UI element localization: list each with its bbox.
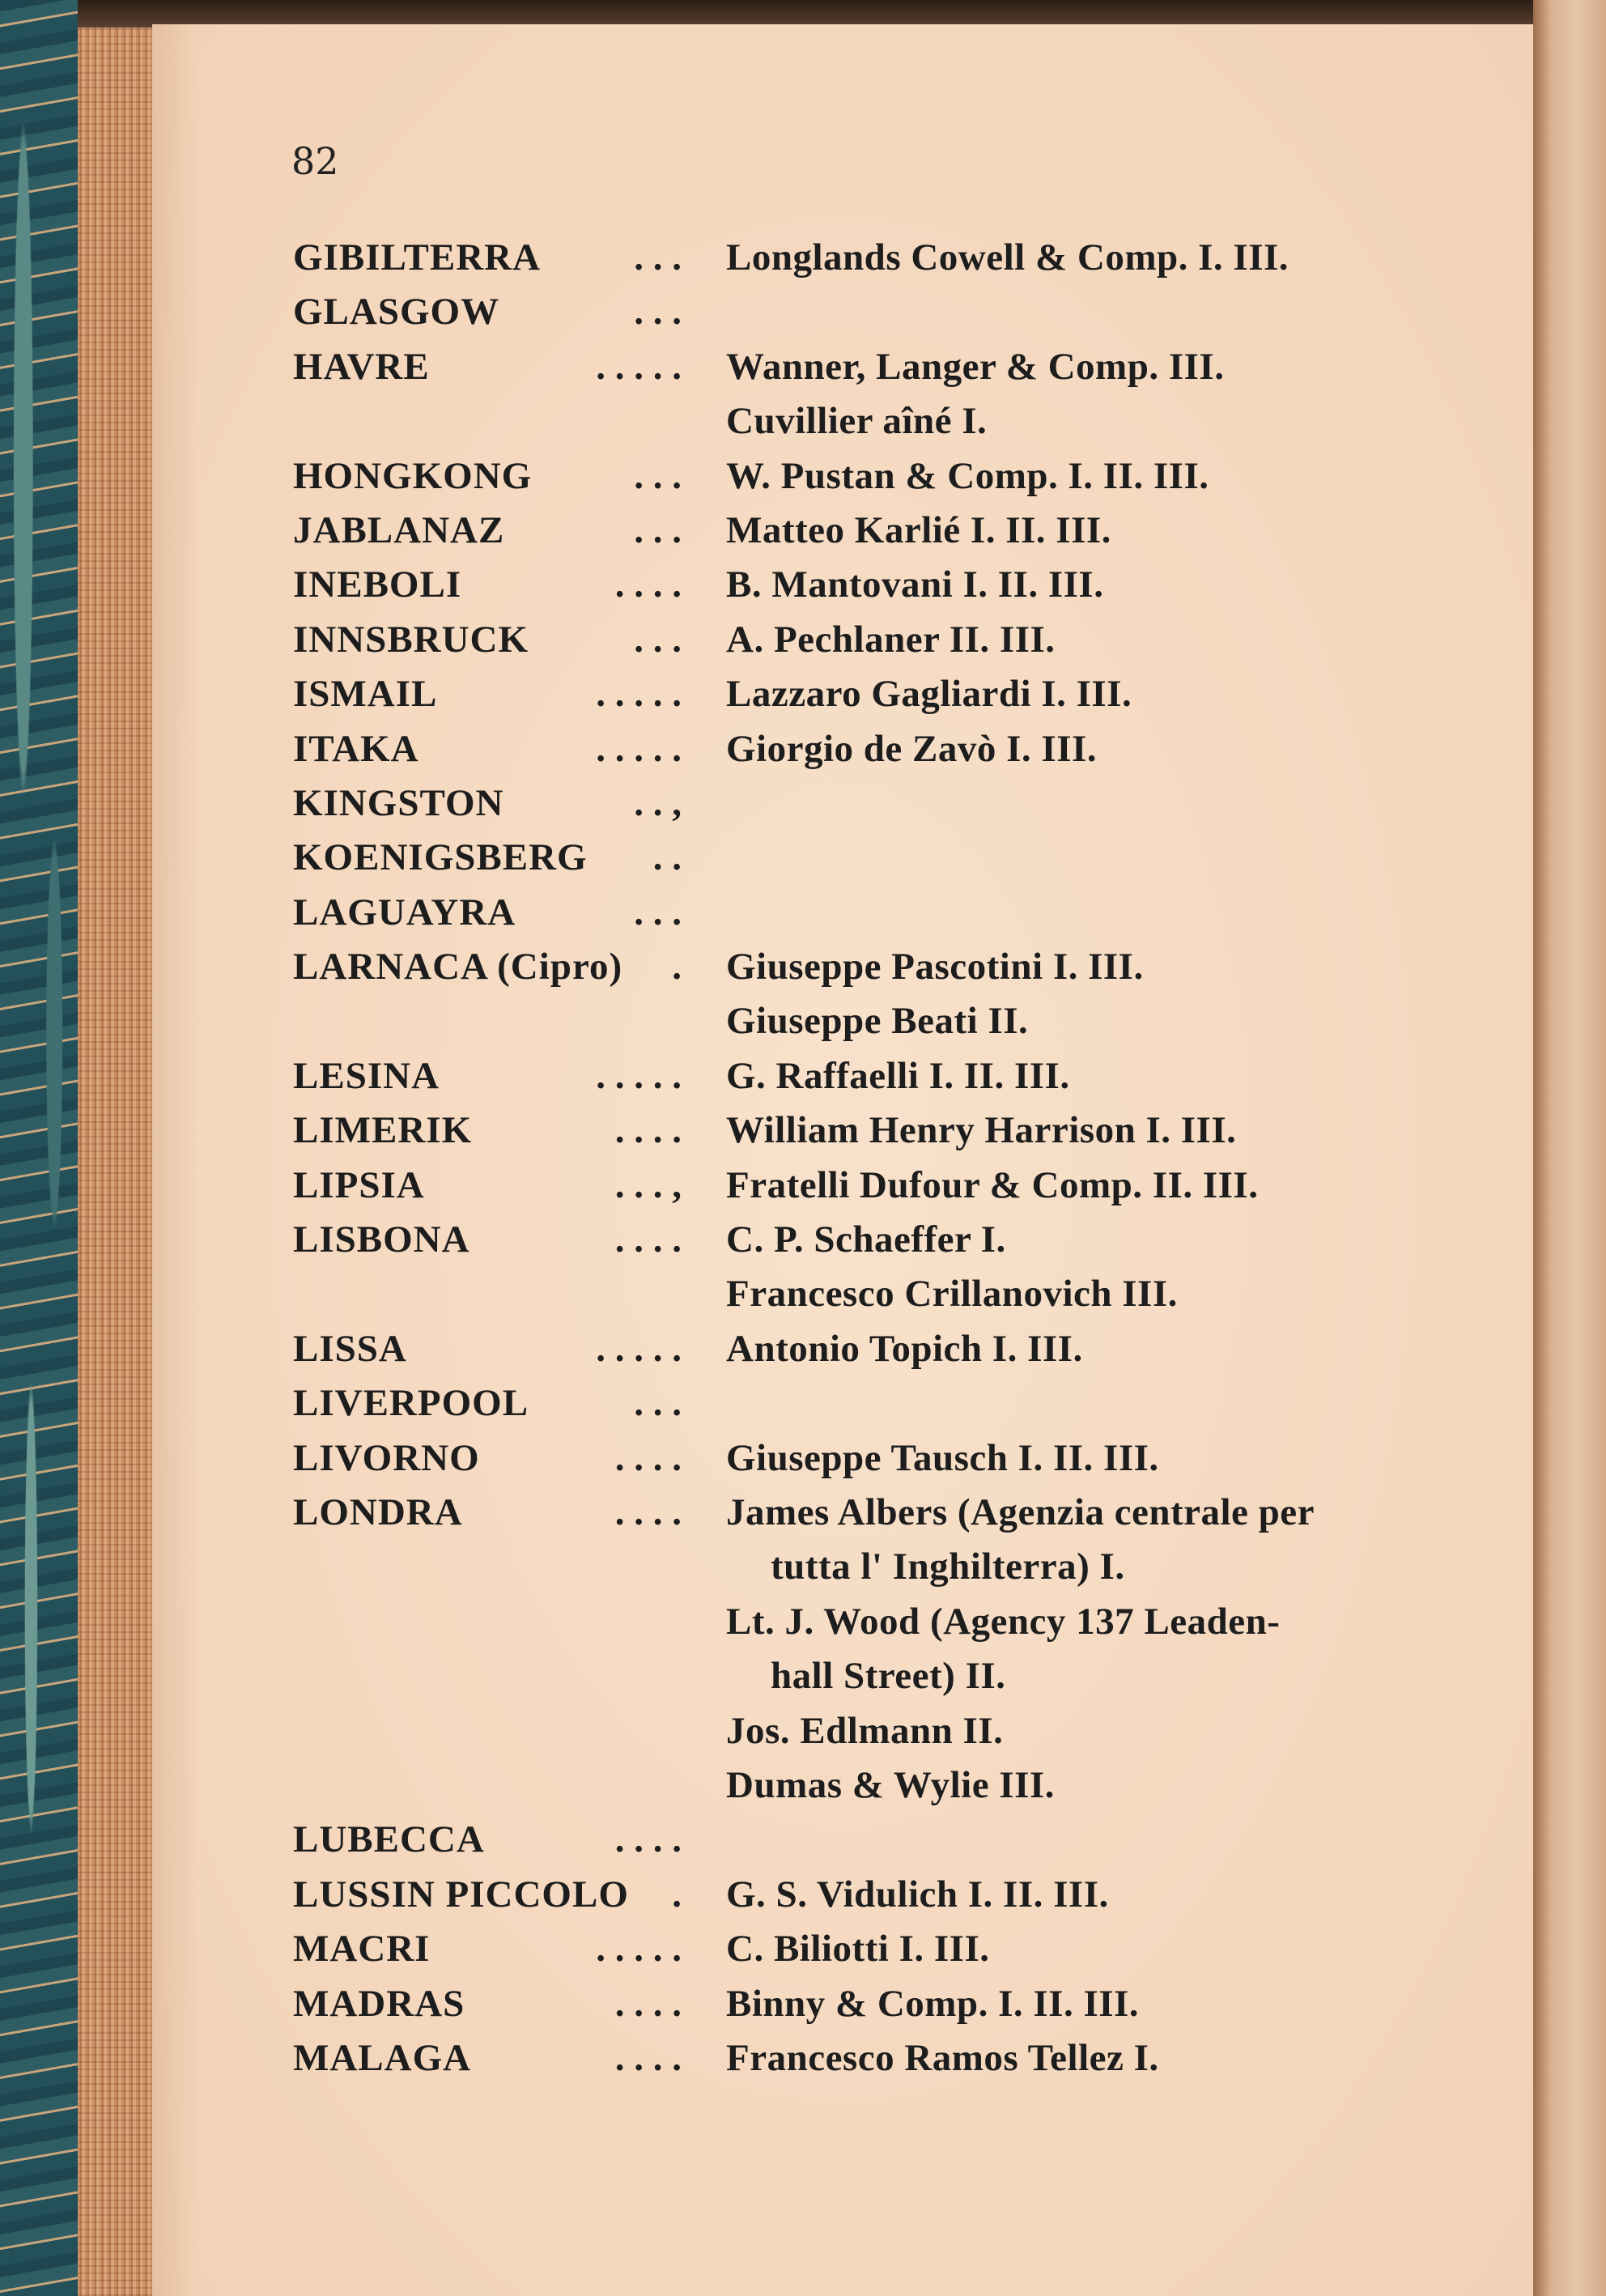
directory-row [293,1159,1410,1213]
leader-dots: . . . . . [596,1928,682,1971]
place-name: LESINA [293,1054,440,1097]
agent-name: Fratelli Dufour & Comp. II. III. [726,1163,1259,1206]
directory-row [293,1376,1410,1431]
directory-row [293,1486,1410,1540]
directory-row [293,1758,1410,1813]
agent-name: G. S. Vidulich I. II. III. [726,1873,1109,1915]
leader-dots: . . . . [614,563,682,606]
marbled-cover [0,0,78,2296]
directory-row [293,1431,1410,1486]
agent-name: Francesco Ramos Tellez I. [726,2036,1159,2079]
top-shadow [78,0,1533,28]
leader-dots: . . . . [614,2036,682,2079]
directory-row [293,1868,1410,1922]
leader-dots: . . . . [614,1109,682,1152]
place-name: LIVORNO [293,1436,480,1479]
place-name: LAGUAYRA [293,891,516,933]
leader-dots: . . . [634,508,682,551]
agent-name: Cuvillier aîné I. [726,400,988,443]
agent-name: Antonio Topich I. III. [726,1327,1083,1370]
place-name: LARNACA (Cipro) [293,946,623,989]
agent-name: Francesco Crillanovich III. [726,1273,1178,1316]
leader-dots: . . . . . [596,1054,682,1097]
leader-dots: . . . . . [596,345,682,388]
agent-directory-list [293,231,1410,2086]
directory-row [293,1322,1410,1376]
directory-row [293,722,1410,776]
agent-name: C. Biliotti I. III. [726,1928,990,1971]
agent-name: Longlands Cowell & Comp. I. III. [726,236,1289,278]
book-gutter [1533,0,1606,2296]
leader-dots: . . . [634,1382,682,1425]
leader-dots: . . , [634,781,682,824]
place-name: HAVRE [293,345,430,388]
leader-dots: . . . . . [596,1327,682,1370]
leader-dots: . . . [634,291,682,334]
directory-row [293,504,1410,558]
place-name: MADRAS [293,1982,465,2025]
agent-name: tutta l' Inghilterra) I. [771,1546,1125,1588]
agent-name: Binny & Comp. I. II. III. [726,1982,1140,2025]
directory-row [293,1922,1410,1976]
directory-row [293,340,1410,394]
place-name: JABLANAZ [293,508,505,551]
place-name: LISBONA [293,1218,470,1261]
leader-dots: . . . . [614,1490,682,1533]
place-name: LISSA [293,1327,407,1370]
place-name: KINGSTON [293,781,504,824]
place-name: ITAKA [293,727,419,770]
place-name: LIVERPOOL [293,1382,529,1425]
place-name: KOENIGSBERG [293,836,588,879]
directory-row [293,994,1410,1048]
leader-dots: . . . . [614,1218,682,1261]
leader-dots: . . . [634,454,682,497]
directory-row [293,2031,1410,2086]
agent-name: G. Raffaelli I. II. III. [726,1054,1070,1097]
place-name: GIBILTERRA [293,236,542,278]
directory-row [293,667,1410,721]
agent-name: Giorgio de Zavò I. III. [726,727,1098,770]
page-number: 82 [291,139,339,183]
leader-dots: . . . . [614,1982,682,2025]
directory-row [293,831,1410,885]
directory-row [293,940,1410,994]
place-name: ISMAIL [293,673,438,716]
directory-row [293,1540,1410,1594]
agent-name: Jos. Edlmann II. [726,1709,1004,1752]
place-name: HONGKONG [293,454,533,497]
directory-row [293,1813,1410,1867]
agent-name: A. Pechlaner II. III. [726,618,1056,661]
directory-row [293,1649,1410,1703]
agent-name: Dumas & Wylie III. [726,1763,1055,1806]
agent-name: Giuseppe Tausch I. II. III. [726,1436,1159,1479]
place-name: LUSSIN PICCOLO [293,1873,629,1915]
directory-row [293,449,1410,504]
place-name: GLASGOW [293,291,500,334]
directory-row [293,1977,1410,2031]
directory-row [293,1213,1410,1267]
place-name: MACRI [293,1928,431,1971]
leader-dots: . [672,946,682,989]
leader-dots: . . . [634,236,682,278]
leader-dots: . . . . [614,1436,682,1479]
agent-name: B. Mantovani I. II. III. [726,563,1104,606]
leader-dots: . . . . . [596,673,682,716]
directory-row [293,776,1410,831]
leader-dots: . . . . . [596,727,682,770]
leader-dots: . [672,1873,682,1915]
directory-row [293,1704,1410,1758]
agent-name: Wanner, Langer & Comp. III. [726,345,1225,388]
leader-dots: . . . . [614,1818,682,1861]
agent-name: Giuseppe Pascotini I. III. [726,946,1144,989]
directory-row [293,558,1410,612]
agent-name: hall Street) II. [771,1655,1006,1698]
agent-name: C. P. Schaeffer I. [726,1218,1006,1261]
directory-row [293,394,1410,449]
place-name: LUBECCA [293,1818,485,1861]
directory-row [293,231,1410,285]
directory-row [293,1595,1410,1649]
agent-name: Matteo Karlié I. II. III. [726,508,1111,551]
agent-name: Giuseppe Beati II. [726,1000,1029,1043]
agent-name: Lt. J. Wood (Agency 137 Leaden- [726,1600,1281,1643]
agent-name: Lazzaro Gagliardi I. III. [726,673,1132,716]
page-edges [78,28,152,2296]
place-name: LIPSIA [293,1163,425,1206]
leader-dots: . . . , [614,1163,682,1206]
directory-row [293,1103,1410,1158]
leader-dots: . . . [634,891,682,933]
agent-name: James Albers (Agenzia centrale per [726,1490,1315,1533]
agent-name: William Henry Harrison I. III. [726,1109,1237,1152]
place-name: LONDRA [293,1490,463,1533]
place-name: INEBOLI [293,563,462,606]
directory-row [293,1267,1410,1321]
directory-row [293,886,1410,940]
place-name: MALAGA [293,2036,472,2079]
leader-dots: . . . [634,618,682,661]
directory-row [293,1049,1410,1103]
directory-row [293,285,1410,339]
leader-dots: . . [652,836,682,879]
agent-name: W. Pustan & Comp. I. II. III. [726,454,1209,497]
place-name: INNSBRUCK [293,618,529,661]
place-name: LIMERIK [293,1109,473,1152]
directory-row [293,613,1410,667]
